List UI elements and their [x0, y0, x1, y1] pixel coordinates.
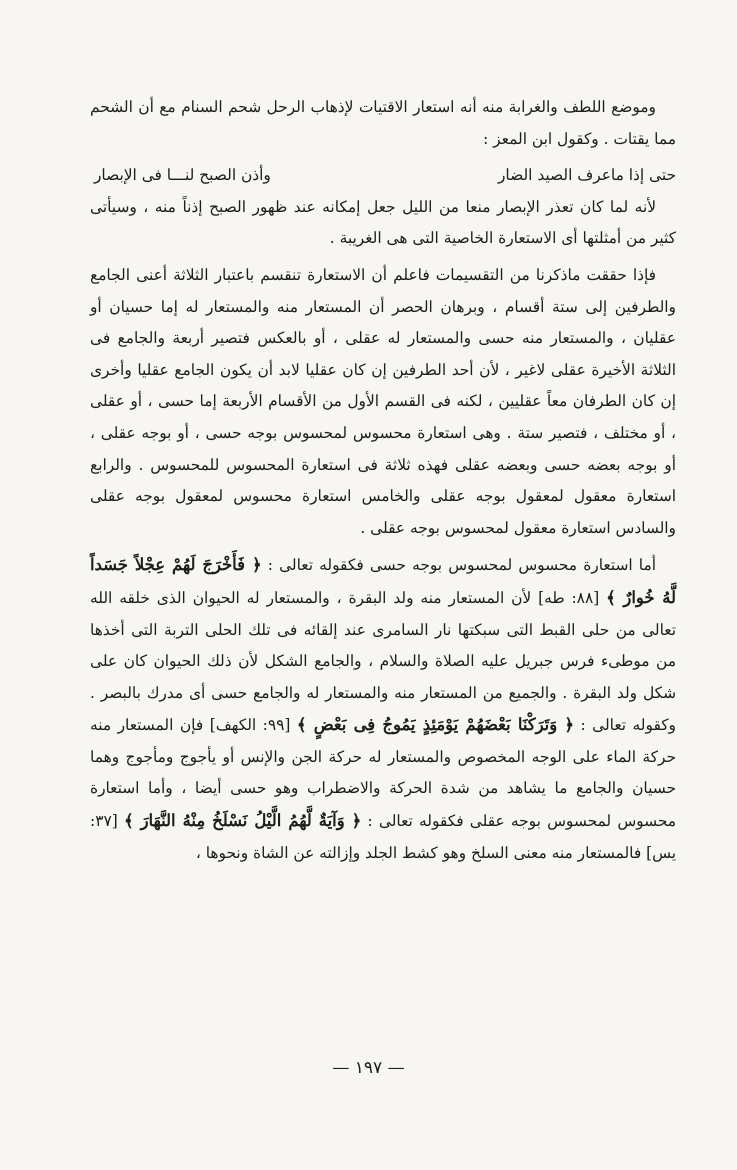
paragraph-2: لأنه لما كان تعذر الإبصار منعا من الليل جعل إمكانه عند ظهور الصبح إذناً منه ، وسيأتى كثير من أمثلتها أى الاستعارة الخاصية التى هى الغريبة . — [90, 197, 676, 248]
paragraph-3: فإذا حققت ماذكرنا من التقسيمات فاعلم أن الاستعارة تنقسم باعتبار الثلاثة أعنى الجامع والطرفين إلى ستة أقسام ، وبرهان الحصر أن المستعار منه والمستعار له إما حسيان أو عقليان ، والمستعار منه حسى والمستعار له عقلى ، أو بالعكس فتصير أربعة والجامع فى الثلاثة الأخيرة عقلى لاغير ، لأن أحد الطرفين إن كان عقليا لابد أن يكون الجامع عقليا وأخرى إن كان الطرفان معاً عقليين ، لكنه فى القسم الأول من الأقسام الأربعة إما حسى ، أو عقلى ، أو مختلف ، فتصير ستة . وهى استعارة محسوس لمحسوس بوجه حسى ، أو بوجه عقلى ، أو بوجه بعضه حسى وبعضه عقلى فهذه ثلاثة فى استعارة المحسوس للمحسوس . والرابع استعارة معقول لمعقول بوجه عقلى والخامس استعارة محسوس لمعقول بوجه عقلى والسادس استعارة معقول لمحسوس بوجه عقلى . — [90, 265, 676, 537]
paragraph-1: وموضع اللطف والغرابة منه أنه استعار الاقتيات لإذهاب الرحل شحم السنام مع أن الشحم مما يقتات . وكقول ابن المعز : — [90, 98, 676, 148]
verse-second-hemistich: وأذن الصبح لنـــا فى الإبصار — [94, 166, 271, 185]
paragraph-4-part-b: [٨٨: طه] لأن المستعار منه ولد البقرة ، والمستعار له الحيوان الذى خلقه الله تعالى من حلى القبط التى سبكتها نار السامرى عند إلقائه فى تلك الحلى التربة التى أخذها من موطىء فرس جبريل عليه الصلاة والسلام ، والجامع الشكل لأن ذلك الحيوان كان على شكل ولد البقرة . والجميع من المستعار منه والمستعار له والجامع حسى أى مدرك بالبصر . وكقوله تعالى : — [90, 588, 676, 735]
poetry-verse — [90, 160, 676, 192]
verse-first-hemistich: حتى إذا ماعرف الصيد الضار — [498, 166, 676, 185]
page-number: — ١٩٧ — — [332, 1058, 405, 1078]
quran-verse-3: ﴿ وَآيَةٌ لَّهُمُ الَّيْلُ نَسْلَخُ مِنْهُ النَّهَارَ ﴾ — [123, 811, 362, 831]
paragraph-4-part-d: [٣٧: يس] فالمستعار منه معنى السلخ وهو كشط الجلد وإزالته عن الشاة ونحوها ، — [90, 812, 676, 862]
body-text — [90, 92, 676, 869]
quran-verse-2: ﴿ وَتَرَكْنَا بَعْضَهُمْ يَوْمَئِذٍ يَمُوجُ فِى بَعْضٍ ﴾ — [296, 715, 575, 735]
paragraph-4-part-a: أما استعارة محسوس لمحسوس بوجه حسى فكقوله تعالى : — [261, 556, 656, 575]
paragraph-4-part-c: [٩٩: الكهف] فإن المستعار منه حركة الماء على الوجه المخصوص والمستعار له حركة الجن والإنس أو يأجوج ومأجوج وهما حسيان والجامع ما يشاهد من شدة الحركة والاضطراب وهو حسى أيضا ، وأما استعارة محسوس لمحسوس بوجه عقلى فكقوله تعالى : — [90, 716, 676, 831]
paragraph-4 — [90, 549, 676, 869]
quran-verse-1: ﴿ فَأَخْرَجَ لَهُمْ عِجْلاً جَسَداً لَّهُ خُوارٌ ﴾ — [90, 555, 676, 607]
